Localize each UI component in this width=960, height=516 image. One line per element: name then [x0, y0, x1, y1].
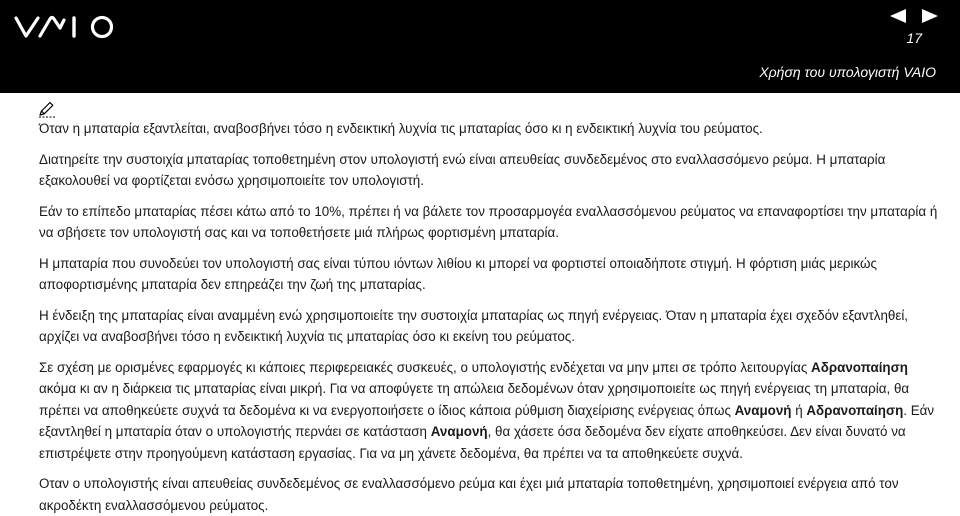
paragraph-battery-indicator: Η ένδειξη της μπαταρίας είναι αναμμένη ενώ χρησιμοποιείτε την συστοιχία μπαταρίας ως πηγή ενέργειας. Όταν η μπαταρία έχει σχεδόν εξαντληθεί, αρχίζει να αναβοσβήνει τόσο η ενδεικτική λυχνία τις μπαταρίας όσο κι εκείνη του ρεύματος.: [39, 307, 909, 344]
pencil-note-icon: [38, 100, 56, 118]
paragraph-lithium-ion: Η μπαταρία που συνοδεύει τον υπολογιστή σας είναι τύπου ιόντων λιθίου κι μπορεί να φορτιστεί οποιαδήποτε στιγμή. Η φόρτιση μιάς μερικώς αποφορτισμένης μπαταρία δεν επηρεάζει την ζωή της μπαταρίας.: [39, 255, 877, 292]
paragraph-keep-battery: Διατηρείτε την συστοιχία μπαταρίας τοποθετημένη στον υπολογιστή ενώ είναι απευθείας συνδεδεμένος στο εναλλασσόμενο ρεύμα. Η μπαταρία εξακολουθεί να φορτίζεται ενόσω χρησιμοποιείτε τον υπολογιστή.: [39, 151, 886, 188]
term-hibernate: Αδρανοπαίηση: [806, 402, 904, 418]
term-hibernate: Αδρανοπαίηση: [811, 359, 908, 375]
arrow-left-icon[interactable]: [890, 9, 906, 23]
page-header: [0, 0, 960, 93]
term-standby: Αναμονή: [734, 402, 792, 418]
vaio-logo: [14, 14, 122, 40]
section-title: Χρήση του υπολογιστή VAIO: [759, 64, 936, 80]
page-number: 17: [906, 30, 922, 46]
paragraph-below-ten-percent: Εάν το επίπεδο μπαταρίας πέσει κάτω από το 10%, πρέπει ή να βάλετε τον προσαρμογέα εναλλασσόμενου ρεύματος να επαναφορτίσει την μπαταρία ή να σβήσετε τον υπολογιστή σας και να τοποθετήσετε μιά πλήρως φορτισμένη μπαταρία.: [39, 203, 938, 240]
paragraph-ac-power: Οταν ο υπολογιστής είναι απευθείας συνδεδεμένος σε εναλλασσόμενο ρεύμα και έχει μιά μπαταρία τοποθετημένη, χρησιμοποιεί ενέργεια από τον ακροδέκτη εναλλασσόμενου ρεύματος.: [39, 476, 899, 513]
paragraph-hibernate-warning: Σε σχέση με ορισμένες εφαρμογές κι κάποιες περιφερειακές συσκευές, ο υπολογιστής ενδέχεται να μην μπει σε τρόπο λειτουργίας Αδρανοπαίηση ακόμα κι αν η διάρκεια τις μπαταρίας είναι μικρή. Για να αποφύγετε τη απώλεια δεδομένων όταν χρησιμοποιείτε ως πηγή ενέργειας τη μπαταρία, θα πρέπει να αποθηκεύετε συχνά τα δεδομένα κι να ενεργοποιήσετε ο ίδιος κάποια ρύθμιση διαχείρισης ενέργειας όπως Αναμονή ή Αδρανοπαίηση. Εάν εξαντληθεί η μπαταρία όταν ο υπολογιστής περνάει σε κατάσταση Αναμονή, θα χάσετε όσα δεδομένα δεν είχατε αποθηκεύσει. Δεν είναι δυνατό να επιστρέψετε στην προηγούμενη κατάσταση εργασίας. Για να μη χάνετε δεδομένα, θα πρέπει να τα αποθηκεύετε συχνά.: [39, 359, 935, 461]
page-navigation: [890, 9, 938, 23]
page-content: [39, 100, 944, 516]
arrow-right-icon[interactable]: [922, 9, 938, 23]
paragraph-battery-low: Όταν η μπαταρία εξαντλείται, αναβοσβήνει τόσο η ενδεικτική λυχνία τις μπαταρίας όσο κι η ενδεικτική λυχνία του ρεύματος.: [39, 121, 763, 136]
term-standby: Αναμονή: [430, 424, 488, 439]
